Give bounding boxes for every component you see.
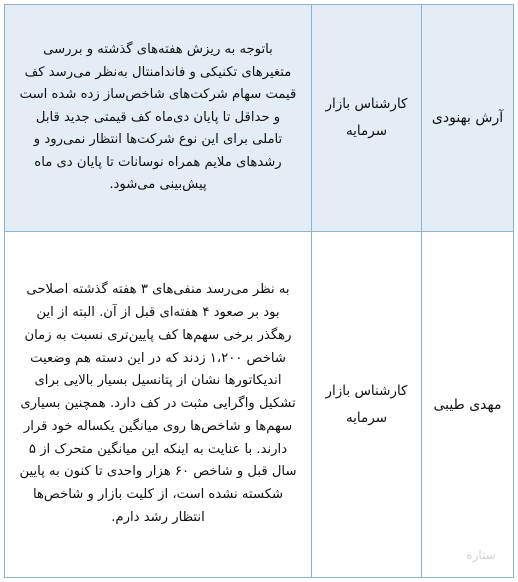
expert-name-2: مهدی طیبی [421,232,513,577]
expert-name-1: آرش بهنودی [421,5,513,232]
expert-role-1: کارشناس بازار سرمایه [311,5,421,232]
expert-opinion-1: باتوجه به ریزش هفته‌های گذشته و بررسی متغیرهای تکنیکی و فاندامنتال به‌نظر می‌رسد کف قیمت سهام شرکت‌های شاخص‌ساز زده شده است و حداقل تا پایان دی‌ماه کف قیمتی جدید قابل تاملی برای این نوع شرکت‌ها انتظار نمی‌رود و رشدهای ملایم همراه نوسانات تا پایان دی ماه پیش‌بینی می‌شود. [5,5,311,232]
watermark-logo: ستاره [466,548,496,562]
expert-opinion-2: به نظر می‌رسد منفی‌های ۳ هفته گذشته اصلاحی بود بر صعود ۴ هفته‌ای قبل از آن. البته از این رهگذر برخی سهم‌ها کف پایین‌تری نسبت به زمان شاخص ۱،۲۰۰ زدند که در این دسته هم وضعیت اندیکاتورها نشان از پتانسیل بسیار بالایی برای تشکیل واگرایی مثبت در کف دارد. همچنین بسیاری سهم‌ها و شاخص‌ها روی میانگین یکساله خود قرار دارند. با عنایت به اینکه این میانگین متحرک از ۵ سال قبل و شاخص ۶۰ هزار واحدی تا کنون به پایین شکسته نشده است، از کلیت بازار و شاخص‌ها انتظار رشد دارم. [5,232,311,577]
expert-role-2: کارشناس بازار سرمایه [311,232,421,577]
opinions-table [4,4,514,578]
